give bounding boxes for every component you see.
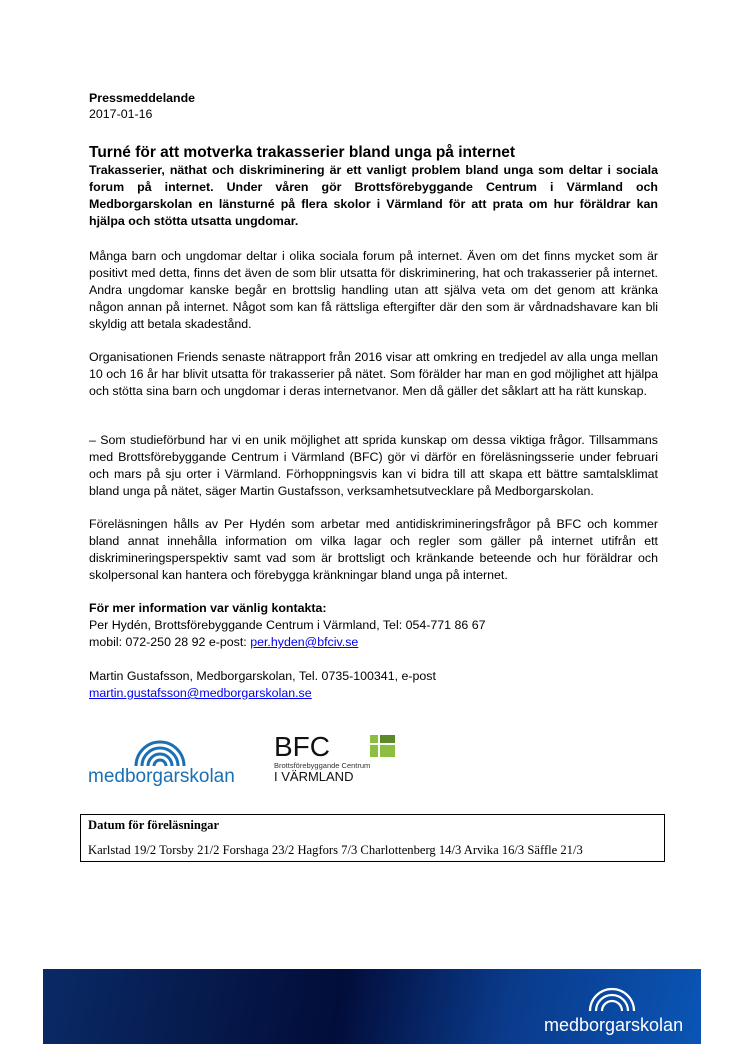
medborgarskolan-logo-text: medborgarskolan <box>88 766 235 786</box>
contact-block <box>89 600 658 702</box>
contact-mobile: mobil: 072-250 28 92 e-post: <box>89 635 251 649</box>
paragraph-3: – Som studieförbund har vi en unik möjlighet att sprida kunskap om dessa viktiga frågor. Tillsammans med Brottsförebyggande Centrum i Värmland (BFC) gör vi därför en föreläsningsserie under februari och mars på sju orter i Värmland. Förhoppningsvis kan vi bidra till att skapa ett bättre samtalsklimat bland unga på nätet, säger Martin Gustafsson, verksamhetsutvecklare på Medborgarskolan. <box>89 433 658 498</box>
press-date: 2017-01-16 <box>89 107 153 121</box>
lecture-dates-heading: Datum för föreläsningar <box>88 818 220 832</box>
email-link-per[interactable]: per.hyden@bfciv.se <box>250 635 359 649</box>
contact-heading: För mer information var vänlig kontakta: <box>89 601 327 615</box>
bfc-logo-region: I VÄRMLAND <box>274 769 354 783</box>
press-label: Pressmeddelande <box>89 91 196 105</box>
paragraph-1: Många barn och ungdomar deltar i olika sociala forum på internet. Även om det finns mycket som är positivt med detta, finns det även de som blir utsatta för diskriminering, hat och trakasserier på internet. Andra ungdomar kanske begår en brottslig handling utan att själva veta om det genom att kränka någon annan på internet. Något som kan få rättsliga eftergifter där den som är vårdnadshavare kan bli skyldig att betala skadestånd. <box>89 249 658 331</box>
footer-logo-text: medborgarskolan <box>544 1015 684 1035</box>
footer-logo <box>544 981 689 1036</box>
headline: Turné för att motverka trakasserier bland unga på internet <box>89 144 516 161</box>
bfc-logo <box>274 733 399 783</box>
paragraph-4: Föreläsningen hålls av Per Hydén som arbetar med antidiskrimineringsfrågor på BFC och kommer bland annat innehålla information om vilka lagar och regler som gäller på internet utifrån ett diskrimineringsperspektiv samt vad som är brottsligt och kränkande beteende och hur föräldrar och skolpersonal kan hantera och förebygga kränkningar bland unga på internet. <box>89 517 658 582</box>
lecture-dates-box <box>80 814 665 862</box>
footer-banner <box>43 969 701 1044</box>
contact-line-2 <box>89 634 658 651</box>
medborgarskolan-logo <box>88 738 243 786</box>
bfc-logo-text: BFC <box>274 733 330 762</box>
paragraph-2: Organisationen Friends senaste nätrapport från 2016 visar att omkring en tredjedel av alla unga mellan 10 och 16 år har blivit utsatta för trakasserier på nätet. Som förälder har man en god möjlighet att hjälpa och stötta sina barn och ungdomar i deras internetvanor. Men då gäller det såklart att ha rätt kunskap. <box>89 350 658 398</box>
lead-paragraph: Trakasserier, näthat och diskriminering är ett vanligt problem bland unga som deltar i sociala forum på internet. Under våren gör Brottsförebyggande Centrum i Värmland och Medborgarskolan en länsturné på flera skolor i Värmland för att prata om hur föräldrar kan hjälpa och stötta utsatta ungdomar. <box>89 163 658 228</box>
contact-line-1: Per Hydén, Brottsförebyggande Centrum i Värmland, Tel: 054-771 86 67 <box>89 618 486 632</box>
contact-line-3: Martin Gustafsson, Medborgarskolan, Tel. 0735-100341, e-post <box>89 669 436 683</box>
lecture-dates-list: Karlstad 19/2 Torsby 21/2 Forshaga 23/2 Hagfors 7/3 Charlottenberg 14/3 Arvika 16/3 Säffle 21/3 <box>88 843 583 857</box>
email-link-martin[interactable]: martin.gustafsson@medborgarskolan.se <box>89 686 312 700</box>
bfc-logo-subtitle: Brottsförebyggande Centrum <box>274 761 371 770</box>
